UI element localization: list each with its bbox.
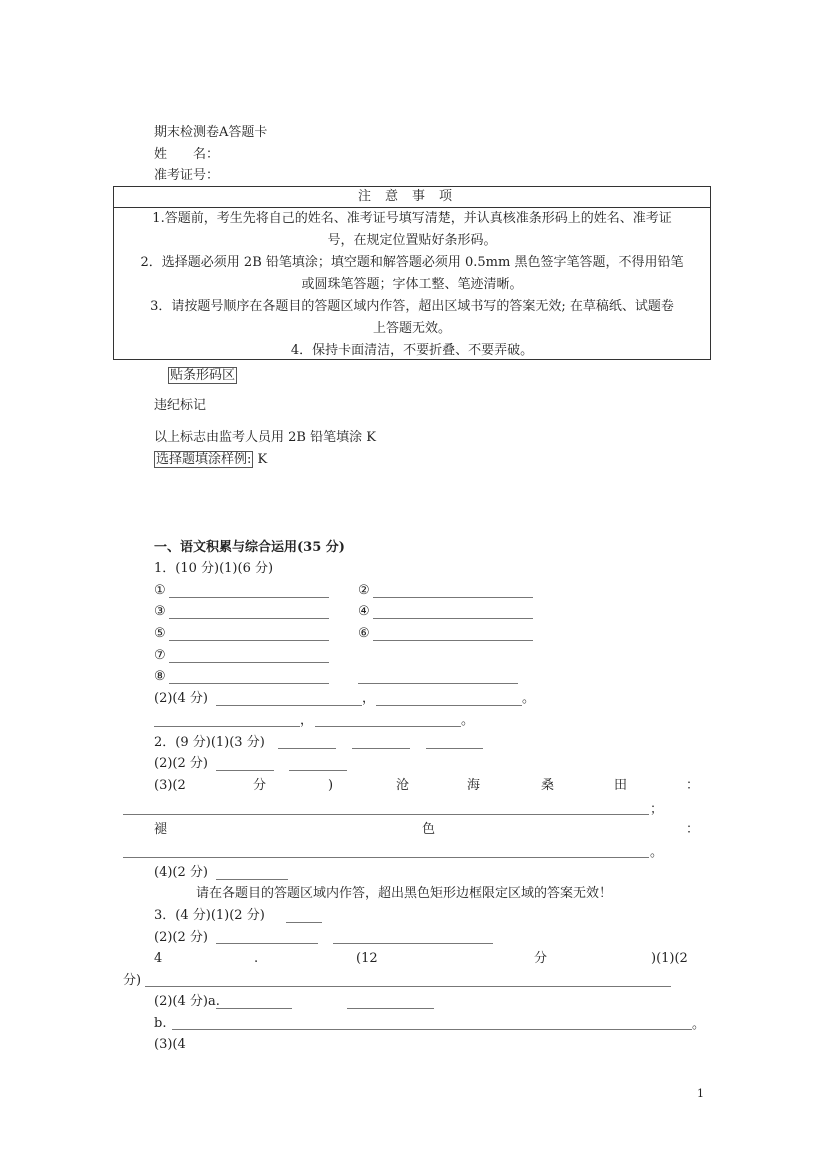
- notice-title: 注意事项: [114, 187, 710, 208]
- period: 。: [692, 1017, 706, 1032]
- card-title: 期末检测卷A答题卡: [154, 125, 268, 140]
- q1-item-6: ⑥: [358, 626, 370, 641]
- q2-3b-part: ：: [686, 822, 700, 837]
- q2-2-label: (2)(2 分): [154, 756, 208, 771]
- answer-line[interactable]: [172, 1029, 692, 1030]
- answer-line[interactable]: [169, 662, 329, 663]
- period: 。: [650, 845, 664, 860]
- notice-line: 3．请按题号顺序在各题目的答题区域内作答，超出区域书写的答案无效; 在草稿纸、试题卷: [150, 299, 674, 314]
- q2-label: 2．(9 分)(1)(3 分): [154, 735, 265, 750]
- answer-line[interactable]: [154, 726, 300, 727]
- q4-part: 分: [534, 951, 548, 966]
- barcode-label: 贴条形码区: [170, 368, 236, 383]
- q1-item-2: ②: [358, 583, 370, 598]
- notice-line: 号，在规定位置贴好条形码。: [327, 233, 497, 248]
- answer-line[interactable]: [123, 814, 649, 815]
- q2-3-part: 海: [467, 778, 481, 793]
- q2-4-label: (4)(2 分): [154, 865, 208, 880]
- answer-line[interactable]: [169, 618, 329, 619]
- proctor-note: 以上标志由监考人员用 2B 铅笔填涂 K: [154, 430, 376, 445]
- answer-line[interactable]: [426, 748, 483, 749]
- q1-item-3: ③: [154, 604, 166, 619]
- q1-item-4: ④: [358, 604, 370, 619]
- q4-part: )(1)(2: [651, 951, 688, 966]
- answer-line[interactable]: [216, 705, 362, 706]
- q1-item-5: ⑤: [154, 626, 166, 641]
- answer-line[interactable]: [169, 640, 329, 641]
- comma: ，: [362, 691, 376, 706]
- q2-3b-part: 褪: [154, 822, 168, 837]
- answer-line[interactable]: [145, 986, 671, 987]
- barcode-area: [168, 368, 237, 384]
- comma: ，: [300, 713, 314, 728]
- q4-2-label: (2)(4 分)a.: [154, 994, 220, 1009]
- q4-part: .: [254, 951, 259, 966]
- answer-line[interactable]: [373, 618, 533, 619]
- answer-line[interactable]: [376, 705, 522, 706]
- q1-item-7: ⑦: [154, 648, 166, 663]
- exam-number-label: 准考证号：: [154, 168, 220, 183]
- period: 。: [522, 691, 536, 706]
- answer-line[interactable]: [216, 943, 318, 944]
- violation-label: 违纪标记: [154, 398, 207, 413]
- notice-line: 1.答题前，考生先将自己的姓名、准考证号填写清楚，并认真核准条形码上的姓名、准考证: [152, 211, 672, 226]
- answer-line[interactable]: [169, 597, 329, 598]
- semicolon: ；: [650, 802, 664, 817]
- q2-3-part: 分: [253, 778, 267, 793]
- q4-part: (12: [356, 951, 378, 966]
- answer-line[interactable]: [373, 597, 533, 598]
- q1-item-8: ⑧: [154, 669, 166, 684]
- name-label: 姓 名：: [154, 147, 220, 162]
- answer-line[interactable]: [352, 748, 410, 749]
- answer-line[interactable]: [289, 770, 347, 771]
- answer-line[interactable]: [286, 922, 322, 923]
- section-title: 一、语文积累与综合运用(35 分): [154, 540, 345, 555]
- notice-line: 或圆珠笔答题；字体工整、笔迹清晰。: [301, 277, 523, 292]
- q4-part: 4: [154, 951, 163, 966]
- answer-line[interactable]: [358, 683, 518, 684]
- q2-3-part: 桑: [541, 778, 555, 793]
- answer-line[interactable]: [278, 748, 336, 749]
- q1-item-1: ①: [154, 583, 166, 598]
- period: 。: [461, 713, 475, 728]
- q3-label: 3．(4 分)(1)(2 分): [154, 908, 265, 923]
- q4-2b-label: b.: [154, 1016, 167, 1031]
- q2-3-part: 田: [614, 778, 628, 793]
- q2-3b-part: 色: [422, 822, 436, 837]
- answer-line[interactable]: [123, 857, 649, 858]
- notice-line: 2．选择题必须用 2B 铅笔填涂；填空题和解答题必须用 0.5mm 黑色签字笔答题，不得用铅笔: [140, 255, 684, 270]
- answer-line[interactable]: [216, 1008, 292, 1009]
- q2-3-part: ): [328, 778, 334, 793]
- answer-line[interactable]: [315, 726, 461, 727]
- answer-line[interactable]: [333, 943, 493, 944]
- q2-3-part: (3)(2: [154, 778, 186, 793]
- answer-line[interactable]: [169, 683, 329, 684]
- notice-line: 上答题无效。: [372, 321, 451, 336]
- fill-sample-mark: K: [257, 452, 268, 467]
- answer-line[interactable]: [216, 879, 288, 880]
- q2-3-part: ：: [686, 778, 700, 793]
- q3-2-label: (2)(2 分): [154, 930, 208, 945]
- q4-wrap: 分): [123, 973, 142, 988]
- fill-sample: [154, 452, 267, 468]
- page-number: 1: [697, 1087, 704, 1100]
- warning-text: 请在各题目的答题区域内作答，超出黑色矩形边框限定区域的答案无效！: [196, 886, 613, 901]
- notice-line: 4．保持卡面清洁，不要折叠、不要弄破。: [290, 343, 534, 358]
- answer-line[interactable]: [216, 770, 274, 771]
- answer-line[interactable]: [373, 640, 533, 641]
- notice-box: [113, 186, 711, 360]
- answer-line[interactable]: [347, 1008, 434, 1009]
- q1-2-label: (2)(4 分): [154, 691, 208, 706]
- q2-3-part: 沧: [396, 778, 410, 793]
- q1-label: 1．(10 分)(1)(6 分): [154, 561, 274, 576]
- fill-sample-label: 选择题填涂样例:: [156, 452, 252, 467]
- q4-3-label: (3)(4: [154, 1037, 186, 1052]
